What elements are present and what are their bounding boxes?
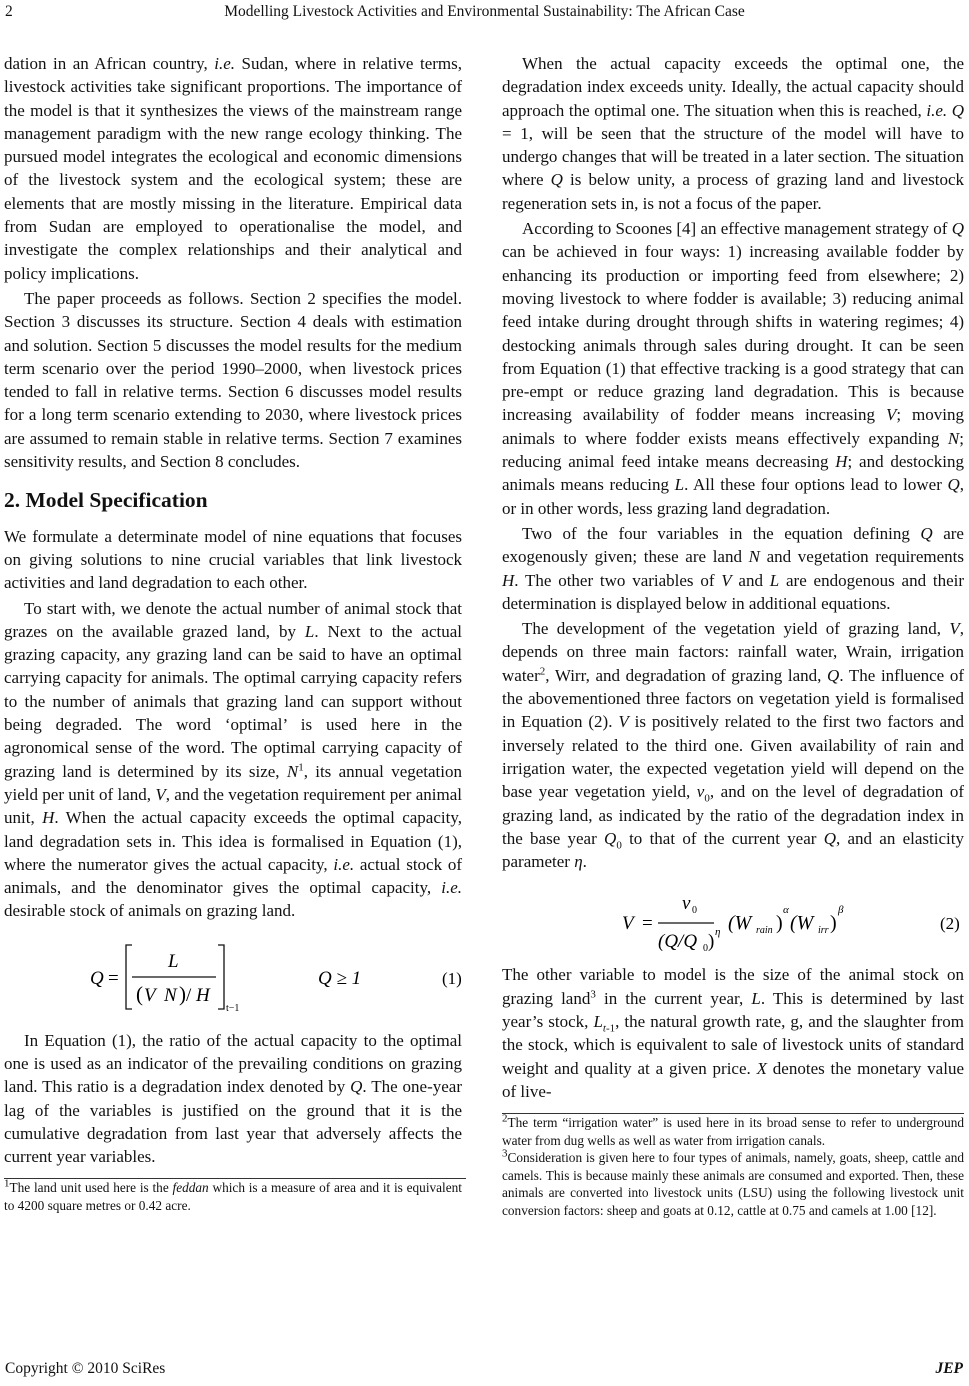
eq1-den-slash: / [186, 984, 192, 1006]
eq1-equals: = [108, 967, 119, 989]
eq1-numerator: L [168, 950, 179, 972]
paragraph: When the actual capacity exceeds the optimal one, the degradation index exceeds unity. Ideally, the actual capacity should approach the optimal one. The situation when this is reached, i.e. Q = 1, will be seen that the structure of the model will have to undergo changes that will be treated in a later section. The situation where Q is below unity, a process of grazing land and livestock regeneration sets in, is not a focus of the paper. [502, 54, 965, 213]
paragraph: The paper proceeds as follows. Section 2 specifies the model. Section 3 discusses its structure. Section 4 deals with estimation and solution. Section 5 discusses the model results for the medium term scenario over the period 1990–2000, when livestock prices tended to fall in relative terms. Section 6 discusses model results for a long term scenario extending to 2030, where livestock prices are assumed to remain stable in relative terms. Section 7 examines sensitivity results, and Section 8 concludes. [4, 288, 462, 472]
eq1-paren-open: ( [136, 981, 143, 1006]
eq2-w-rain-close: ) [776, 912, 783, 935]
page-number: 2 [5, 3, 13, 20]
eq2-denominator-sub: 0 [703, 943, 708, 955]
eq1-number: (1) [442, 968, 462, 988]
eq2-beta: β [838, 904, 844, 917]
eq2-w-irr-sub: irr [818, 925, 829, 937]
eq1-den-V: V [144, 984, 156, 1006]
copyright: Copyright © 2010 SciRes [5, 1360, 166, 1377]
eq1-den-H: H [196, 984, 210, 1006]
eq2-number: (2) [940, 914, 960, 934]
eq1-paren-close: ) [179, 981, 186, 1006]
paragraph: The development of the vegetation yield of grazing land, V, depends on three main factors: rainfall water, Wrain, irrigation water$^2$, Wirr, and degradation of grazing land, Q. The influence of the abovementioned three factors on vegetation yield is formalised in Equation (2). V is positively related to the first two factors and inversely related to the third one. Given availability of rain and irrigation water, the expected vegetation yield will depend on the base year vegetation yield, $v_0$, and on the level of degradation of grazing land, as indicated by the ratio of the degradation index in the base year $Q_0$ to that of the current year Q, and an elasticity parameter η. [502, 619, 964, 872]
eq1-subscript: t−1 [226, 1002, 240, 1014]
eq1-den-N: N [164, 984, 177, 1006]
paragraph: The other variable to model is the size of the animal stock on grazing land$^3$ in the current year, L. This is determined by last year’s stock, $L_{t-1}$, the natural growth rate, g, and the slaughter from the stock, which is equivalent to sale of livestock units of standard weight and quality at a given price. X denotes the monetary value of live- [502, 965, 964, 1101]
equation-2 [502, 885, 964, 955]
running-title: Modelling Livestock Activities and Environmental Sustainability: The African Case [224, 3, 745, 20]
paragraph: In Equation (1), the ratio of the actual capacity to the optimal one is used as an indicator of the prevailing conditions on grazing land. This ratio is a degradation index denoted by Q. The one-year lag of the variables is justified on the ground that it is the cumulative degradation from last year that adversely affects the current year variables. [4, 1030, 462, 1167]
eq1-condition: Q ≥ 1 [318, 967, 362, 989]
paragraph: To start with, we denote the actual number of animal stock that grazes on the available grazed land, by L. Next to the actual grazing capacity, any grazing land can be said to have an optimal carrying capacity for animals. The optimal carrying capacity refers to the number of animals that grazing land can support without being degraded. The word ‘optimal’ is used here in the agronomical sense of the word. The optimal carrying capacity of grazing land is determined by its size, $N^1$, its annual vegetation yield per unit of land, V, and the vegetation requirement per animal unit, H. When the actual capacity exceeds the optimal capacity, land degradation sets in. This idea is formalised in Equation (1), where the numerator gives the actual capacity, i.e. actual stock of animals, and the denominator gives the optimal capacity, i.e. desirable stock of animals on grazing land. [4, 598, 463, 921]
eq2-denominator-close: ) [708, 931, 715, 953]
section-heading: 2. Model Specification [4, 488, 208, 513]
eq1-q: Q [90, 967, 104, 989]
eq2-v: V [622, 913, 634, 935]
footnote-3: $^3$Consideration is given here to four types of animals, namely, goats, sheep, cattle and camels. This is because mainly these animals are consumed and exported. Then, these animals are converted into livestock units (LSU) using the following livestock unit conversion factors: sheep and goats at 0.12, cattle at 0.75 and camels at 1.00 [12]. [502, 1147, 964, 1218]
left-column [4, 52, 462, 1214]
eq2-numerator: v [682, 893, 691, 915]
eq2-w-rain-sub: rain [756, 925, 773, 937]
paragraph: dation in an African country, i.e. Sudan, where in relative terms, livestock activities take significant proportions. The importance of the model is that it synthesizes the views of the mainstream range management paradigm with the new range ecology thinking. The pursued model integrates the ecological and economic dimensions of the livestock system and the ecological system; these are elements that are mostly missing in the literature. Empirical data from Sudan are employed to operationalise the model, and investigate the complex relationships and their analytical and policy implications. [4, 54, 462, 283]
equation-1 [4, 937, 462, 1019]
eq2-eta: η [715, 926, 721, 939]
paragraph: According to Scoones [4] an effective management strategy of Q can be achieved in four ways: 1) increasing available fodder by enhancing its production or importing feed from elsewhere; 2) moving livestock to where fodder is available; 3) reducing animal feed intake during drought through shifts in watering regimes; 4) destocking animals through sales during drought. It can be seen from Equation (1) that effective tracking is a good strategy that can pre-empt or reduce grazing land degradation. This is because increasing availability of fodder means increasing V; moving animals to where fodder exists means effectively expanding N; reducing animal feed intake means decreasing H; and destocking animals means reducing L. All these four options lead to lower Q, or in other words, less grazing land degradation. [502, 219, 965, 518]
eq2-denominator: (Q/Q [658, 931, 698, 953]
paragraph: Two of the four variables in the equation defining Q are exogenously given; these are land N and vegetation requirements H. The other two variables of V and L are endogenous and their determination is displayed below in additional equations. [502, 523, 964, 613]
footnote-1: $^1$The land unit used here is the feddan which is a measure of area and it is equivalent to 4200 square metres or 0.42 acre. [4, 1178, 462, 1213]
journal-abbrev: JEP [935, 1360, 963, 1377]
eq1-right-bracket [218, 945, 224, 1009]
footnote-2: $^2$The term “irrigation water” is used here in its broad sense to refer to underground water from dug wells as well as water from irrigation canals. [502, 1112, 964, 1148]
equation-1-graphic [4, 937, 462, 1019]
eq1-left-bracket [126, 945, 132, 1009]
eq2-alpha: α [783, 904, 789, 917]
eq2-w-irr: (W [790, 912, 814, 935]
eq2-w-rain: (W [728, 912, 752, 935]
equation-2-graphic [502, 885, 964, 955]
paragraph: We formulate a determinate model of nine equations that focuses on giving solutions to nine crucial variables that link livestock activities and land degradation to each other. [4, 526, 462, 593]
right-column [502, 52, 964, 1219]
page-header [0, 0, 969, 24]
eq2-w-irr-close: ) [830, 912, 837, 935]
eq2-numerator-sub: 0 [692, 905, 697, 917]
eq2-equals: = [642, 913, 653, 935]
